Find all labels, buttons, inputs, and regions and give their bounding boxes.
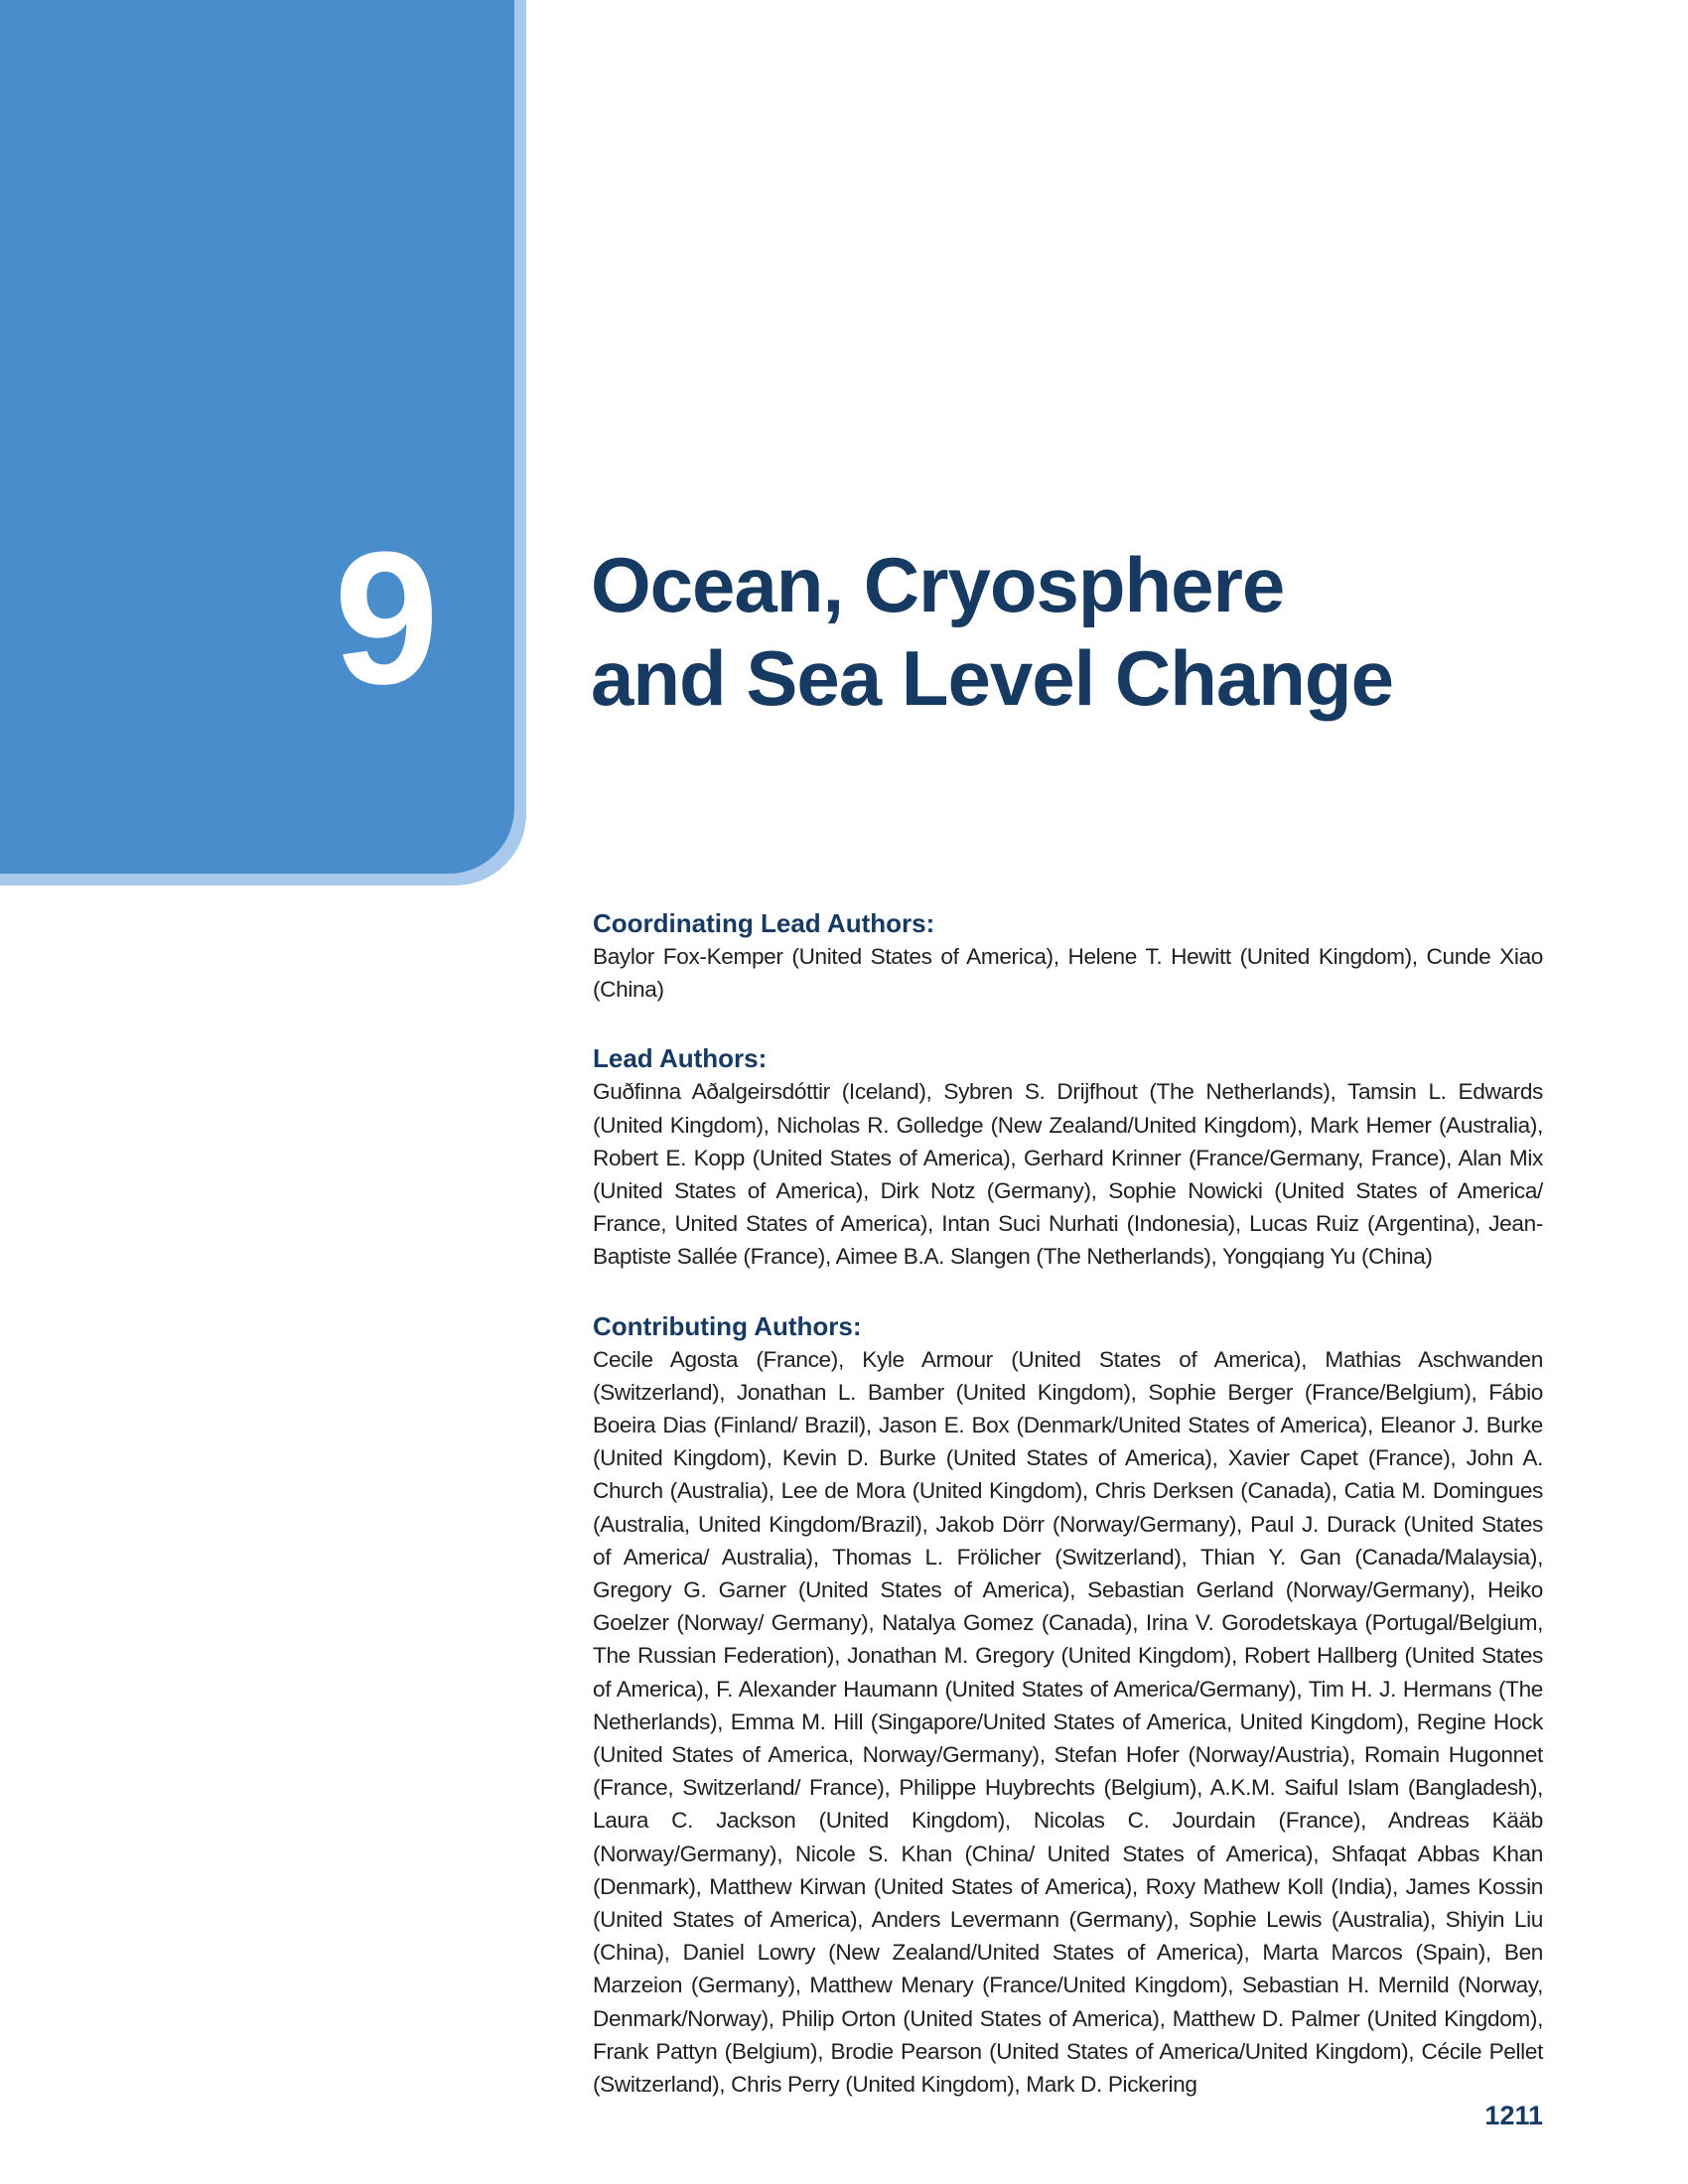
coordinating-lead-authors-text: Baylor Fox-Kemper (United States of America), Helene T. Hewitt (United Kingdom), Cunde Xiao (China): [593, 944, 1543, 1003]
lead-authors-section: [593, 1041, 1543, 1273]
lead-authors-text: Guðfinna Aðalgeirsdóttir (Iceland), Sybren S. Drijfhout (The Netherlands), Tamsin L. Edwards (United Kingdom), Nicholas R. Golledge (New Zealand/United Kingdom), Mark Hemer (Australia), Robert E. Kopp (United States of America), Gerhard Krinner (France/Germany, France), Alan Mix (United States of America), Dirk Notz (Germany), Sophie Nowicki (United States of America/ France, United States of America), Intan Suci Nurhati (Indonesia), Lucas Ruiz (Argentina), Jean-Baptiste Sallée (France), Aimee B.A. Slangen (The Netherlands), Yongqiang Yu (China): [593, 1079, 1543, 1270]
contributing-authors-section: [593, 1309, 1543, 2102]
chapter-title-line-2: and Sea Level Change: [591, 634, 1393, 722]
chapter-banner: [0, 0, 514, 874]
author-list: [593, 906, 1543, 2136]
contributing-authors-text: Cecile Agosta (France), Kyle Armour (United States of America), Mathias Aschwanden (Switzerland), Jonathan L. Bamber (United Kingdom), Sophie Berger (France/Belgium), Fábio Boeira Dias (Finland/ Brazil), Jason E. Box (Denmark/United States of America), Eleanor J. Burke (United Kingdom), Kevin D. Burke (United States of America), Xavier Capet (France), John A. Church (Australia), Lee de Mora (United Kingdom), Chris Derksen (Canada), Catia M. Domingues (Australia, United Kingdom/Brazil), Jakob Dörr (Norway/Germany), Paul J. Durack (United States of America/ Australia), Thomas L. Frölicher (Switzerland), Thian Y. Gan (Canada/Malaysia), Gregory G. Garner (United States of America), Sebastian Gerland (Norway/Germany), Heiko Goelzer (Norway/ Germany), Natalya Gomez (Canada), Irina V. Gorodetskaya (Portugal/Belgium, The Russian Federation), Jonathan M. Gregory (United Kingdom), Robert Hallberg (United States of America), F. Alexander Haumann (United States of America/Germany), Tim H. J. Hermans (The Netherlands), Emma M. Hill (Singapore/United States of America, United Kingdom), Regine Hock (United States of America, Norway/Germany), Stefan Hofer (Norway/Austria), Romain Hugonnet (France, Switzerland/ France), Philippe Huybrechts (Belgium), A.K.M. Saiful Islam (Bangladesh), Laura C. Jackson (United Kingdom), Nicolas C. Jourdain (France), Andreas Kääb (Norway/Germany), Nicole S. Khan (China/ United States of America), Shfaqat Abbas Khan (Denmark), Matthew Kirwan (United States of America), Roxy Mathew Koll (India), James Kossin (United States of America), Anders Levermann (Germany), Sophie Lewis (Australia), Shiyin Liu (China), Daniel Lowry (New Zealand/United States of America), Marta Marcos (Spain), Ben Marzeion (Germany), Matthew Menary (France/United Kingdom), Sebastian H. Mernild (Norway, Denmark/Norway), Philip Orton (United States of America), Matthew D. Palmer (United Kingdom), Frank Pattyn (Belgium), Brodie Pearson (United States of America/United Kingdom), Cécile Pellet (Switzerland), Chris Perry (United Kingdom), Mark D. Pickering: [593, 1346, 1543, 2098]
coordinating-lead-authors-heading: Coordinating Lead Authors:: [593, 908, 935, 938]
chapter-title: [591, 538, 1584, 725]
contributing-authors-heading: Contributing Authors:: [593, 1310, 862, 1341]
chapter-number: 9: [334, 513, 435, 724]
lead-authors-heading: Lead Authors:: [593, 1043, 768, 1074]
chapter-banner-outline: [0, 0, 526, 886]
page-number: 1211: [1484, 2101, 1543, 2130]
chapter-title-line-1: Ocean, Cryosphere: [591, 541, 1285, 628]
coordinating-lead-authors-section: [593, 906, 1543, 1006]
